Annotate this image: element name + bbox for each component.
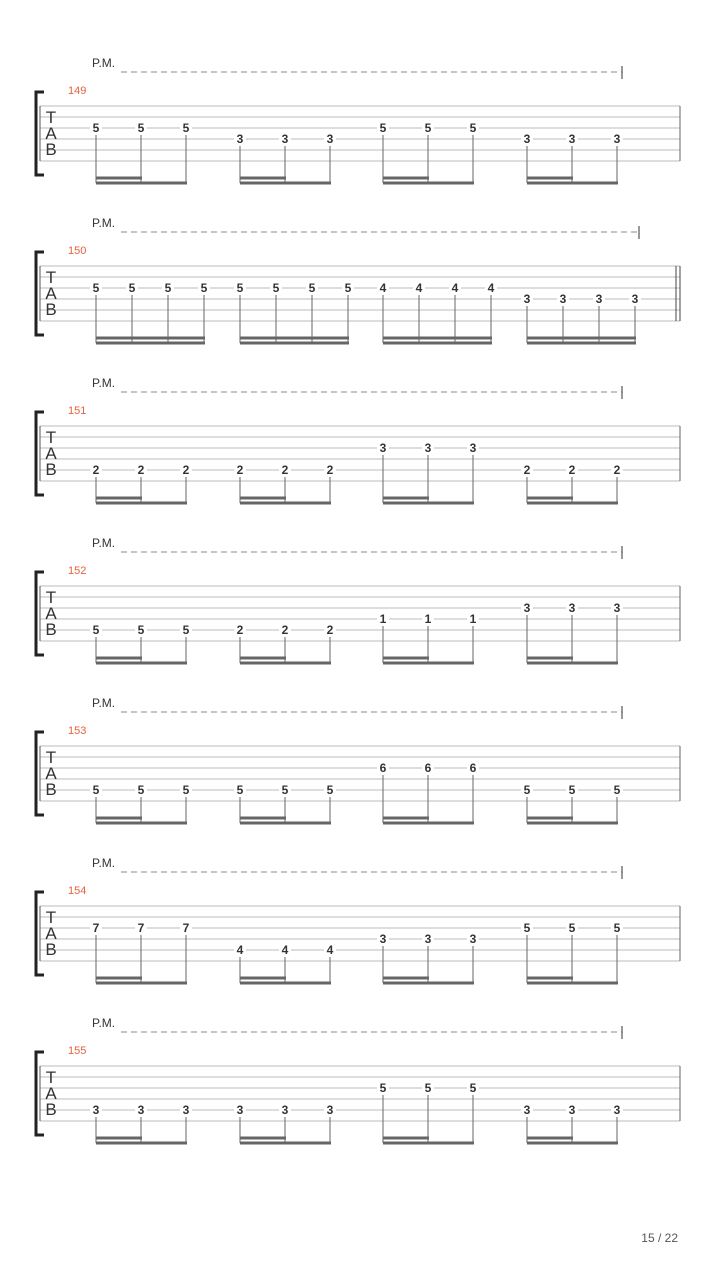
beam-secondary (96, 817, 142, 820)
fret-number: 5 (236, 783, 244, 797)
fret-number: 2 (137, 463, 145, 477)
palm-mute-label: P.M. (92, 536, 116, 550)
fret-number: 3 (523, 132, 531, 146)
beam-secondary (527, 1137, 573, 1140)
fret-number: 5 (379, 121, 387, 135)
note-group (234, 783, 336, 825)
note-group (521, 783, 623, 825)
beam-primary (383, 982, 474, 985)
beam-primary (527, 822, 618, 825)
fret-number: 5 (308, 281, 316, 295)
note-group (234, 132, 336, 185)
beam-secondary (240, 337, 349, 340)
fret-number: 3 (613, 1103, 621, 1117)
tab-clef-letter: A (45, 124, 57, 143)
beam-secondary (240, 817, 286, 820)
fret-number: 3 (326, 1103, 334, 1117)
measure-number: 154 (68, 885, 87, 897)
beam-secondary (96, 977, 142, 980)
fret-number: 4 (236, 943, 244, 957)
beam-secondary (383, 977, 429, 980)
tab-clef-letter: T (45, 1068, 57, 1087)
beam-primary (383, 662, 474, 665)
beam-secondary (527, 337, 636, 340)
fret-number: 3 (523, 1103, 531, 1117)
beam-secondary (527, 977, 573, 980)
beam-primary (527, 182, 618, 185)
tab-clef-letter: B (45, 140, 57, 159)
beam-secondary (96, 657, 142, 660)
fret-number: 2 (613, 463, 621, 477)
note-group (377, 121, 479, 185)
fret-number: 5 (344, 281, 352, 295)
beam-primary (96, 822, 187, 825)
beam-primary (240, 822, 331, 825)
tab-clef-letter: T (45, 428, 57, 447)
beam-secondary (96, 177, 142, 180)
beam-primary (527, 342, 636, 345)
tab-system (36, 376, 680, 505)
fret-number: 3 (92, 1103, 100, 1117)
beam-secondary (240, 177, 286, 180)
fret-number: 3 (236, 1103, 244, 1117)
beam-secondary (527, 657, 573, 660)
fret-number: 4 (487, 281, 495, 295)
fret-number: 5 (469, 121, 477, 135)
beam-secondary (383, 177, 429, 180)
measure-number: 152 (68, 565, 87, 577)
note-group (90, 121, 192, 185)
fret-number: 5 (164, 281, 172, 295)
beam-primary (240, 982, 331, 985)
palm-mute-label: P.M. (92, 696, 116, 710)
tab-clef-letter: B (45, 780, 57, 799)
fret-number: 3 (326, 132, 334, 146)
note-group (521, 601, 623, 665)
tab-clef-letter: A (45, 1084, 57, 1103)
tab-clef-letter: A (45, 764, 57, 783)
fret-number: 3 (182, 1103, 190, 1117)
tab-system (36, 1016, 680, 1145)
fret-number: 5 (523, 783, 531, 797)
tab-clef-letter: A (45, 284, 57, 303)
note-group (90, 921, 192, 985)
fret-number: 2 (281, 623, 289, 637)
fret-number: 3 (469, 932, 477, 946)
beam-primary (527, 982, 618, 985)
note-group (90, 623, 192, 665)
fret-number: 5 (137, 783, 145, 797)
fret-number: 1 (379, 612, 387, 626)
beam-secondary (383, 337, 492, 340)
fret-number: 5 (281, 783, 289, 797)
tab-clef-letter: B (45, 1100, 57, 1119)
beam-secondary (240, 657, 286, 660)
beam-secondary (383, 817, 429, 820)
note-group (234, 943, 336, 985)
note-group (377, 1081, 479, 1145)
measure-number: 149 (68, 85, 87, 97)
fret-number: 1 (469, 612, 477, 626)
beam-primary (96, 662, 187, 665)
tab-clef-letter: B (45, 460, 57, 479)
fret-number: 7 (92, 921, 100, 935)
fret-number: 2 (326, 623, 334, 637)
fret-number: 3 (568, 132, 576, 146)
fret-number: 3 (137, 1103, 145, 1117)
fret-number: 3 (523, 601, 531, 615)
fret-number: 3 (595, 292, 603, 306)
tab-clef-letter: A (45, 604, 57, 623)
fret-number: 7 (137, 921, 145, 935)
fret-number: 2 (92, 463, 100, 477)
tab-clef-letter: B (45, 300, 57, 319)
fret-number: 3 (424, 441, 432, 455)
fret-number: 5 (613, 783, 621, 797)
beam-primary (383, 502, 474, 505)
beam-primary (383, 1142, 474, 1145)
fret-number: 3 (281, 132, 289, 146)
fret-number: 5 (236, 281, 244, 295)
fret-number: 5 (424, 121, 432, 135)
note-group (90, 463, 192, 505)
tab-clef-letter: A (45, 444, 57, 463)
beam-secondary (240, 497, 286, 500)
note-group (377, 281, 497, 345)
fret-number: 5 (137, 121, 145, 135)
fret-number: 4 (451, 281, 459, 295)
beam-primary (96, 502, 187, 505)
note-group (90, 1103, 192, 1145)
beam-secondary (383, 1137, 429, 1140)
fret-number: 5 (379, 1081, 387, 1095)
note-group (234, 1103, 336, 1145)
fret-number: 6 (469, 761, 477, 775)
fret-number: 2 (182, 463, 190, 477)
measure-number: 153 (68, 725, 87, 737)
note-group (521, 292, 641, 345)
tab-system (36, 536, 680, 665)
note-group (377, 932, 479, 985)
fret-number: 4 (415, 281, 423, 295)
fret-number: 5 (92, 783, 100, 797)
measure-number: 150 (68, 245, 87, 257)
note-group (377, 612, 479, 665)
note-group (521, 463, 623, 505)
fret-number: 3 (523, 292, 531, 306)
beam-primary (240, 182, 331, 185)
tab-clef-letter: T (45, 588, 57, 607)
palm-mute-label: P.M. (92, 56, 116, 70)
beam-secondary (96, 1137, 142, 1140)
beam-primary (383, 822, 474, 825)
fret-number: 2 (236, 623, 244, 637)
note-group (234, 281, 354, 345)
fret-number: 5 (200, 281, 208, 295)
beam-primary (527, 502, 618, 505)
palm-mute-label: P.M. (92, 216, 116, 230)
fret-number: 5 (182, 121, 190, 135)
fret-number: 6 (424, 761, 432, 775)
note-group (521, 921, 623, 985)
fret-number: 5 (523, 921, 531, 935)
fret-number: 3 (379, 441, 387, 455)
fret-number: 3 (613, 601, 621, 615)
beam-primary (96, 1142, 187, 1145)
fret-number: 5 (272, 281, 280, 295)
beam-primary (527, 1142, 618, 1145)
beam-secondary (383, 497, 429, 500)
fret-number: 4 (281, 943, 289, 957)
fret-number: 3 (631, 292, 639, 306)
tab-system (36, 856, 680, 985)
fret-number: 5 (568, 921, 576, 935)
note-group (521, 132, 623, 185)
fret-number: 2 (568, 463, 576, 477)
fret-number: 5 (326, 783, 334, 797)
note-group (90, 783, 192, 825)
fret-number: 1 (424, 612, 432, 626)
tab-clef-letter: T (45, 908, 57, 927)
fret-number: 3 (469, 441, 477, 455)
page-number: 15 / 22 (641, 1231, 678, 1245)
tab-clef-letter: B (45, 940, 57, 959)
tab-clef-letter: A (45, 924, 57, 943)
beam-primary (383, 182, 474, 185)
fret-number: 2 (281, 463, 289, 477)
fret-number: 2 (523, 463, 531, 477)
beam-secondary (240, 1137, 286, 1140)
note-group (521, 1103, 623, 1145)
fret-number: 5 (128, 281, 136, 295)
beam-primary (96, 342, 205, 345)
fret-number: 3 (424, 932, 432, 946)
fret-number: 5 (469, 1081, 477, 1095)
fret-number: 3 (236, 132, 244, 146)
tab-clef-letter: T (45, 748, 57, 767)
tab-clef-letter: T (45, 108, 57, 127)
beam-secondary (240, 977, 286, 980)
beam-primary (240, 662, 331, 665)
beam-primary (96, 182, 187, 185)
fret-number: 3 (281, 1103, 289, 1117)
beam-primary (240, 502, 331, 505)
fret-number: 3 (613, 132, 621, 146)
fret-number: 4 (379, 281, 387, 295)
fret-number: 5 (182, 623, 190, 637)
beam-primary (240, 1142, 331, 1145)
tab-system (36, 696, 680, 825)
fret-number: 3 (559, 292, 567, 306)
palm-mute-label: P.M. (92, 1016, 116, 1030)
beam-secondary (96, 497, 142, 500)
note-group (234, 623, 336, 665)
beam-secondary (96, 337, 205, 340)
fret-number: 5 (137, 623, 145, 637)
measure-number: 151 (68, 405, 87, 417)
beam-secondary (527, 497, 573, 500)
fret-number: 2 (326, 463, 334, 477)
note-group (377, 761, 479, 825)
tab-system (36, 56, 680, 185)
fret-number: 5 (182, 783, 190, 797)
palm-mute-label: P.M. (92, 856, 116, 870)
fret-number: 5 (568, 783, 576, 797)
beam-secondary (383, 657, 429, 660)
tab-clef-letter: T (45, 268, 57, 287)
fret-number: 7 (182, 921, 190, 935)
note-group (377, 441, 479, 505)
tab-system (36, 216, 680, 345)
fret-number: 5 (424, 1081, 432, 1095)
beam-secondary (527, 817, 573, 820)
fret-number: 5 (92, 121, 100, 135)
beam-secondary (527, 177, 573, 180)
beam-primary (383, 342, 492, 345)
fret-number: 4 (326, 943, 334, 957)
note-group (234, 463, 336, 505)
fret-number: 3 (568, 601, 576, 615)
fret-number: 5 (92, 623, 100, 637)
measure-number: 155 (68, 1045, 87, 1057)
fret-number: 5 (613, 921, 621, 935)
beam-primary (240, 342, 349, 345)
fret-number: 3 (379, 932, 387, 946)
palm-mute-label: P.M. (92, 376, 116, 390)
note-group (90, 281, 210, 345)
fret-number: 3 (568, 1103, 576, 1117)
fret-number: 5 (92, 281, 100, 295)
fret-number: 2 (236, 463, 244, 477)
fret-number: 6 (379, 761, 387, 775)
beam-primary (96, 982, 187, 985)
beam-primary (527, 662, 618, 665)
tab-clef-letter: B (45, 620, 57, 639)
